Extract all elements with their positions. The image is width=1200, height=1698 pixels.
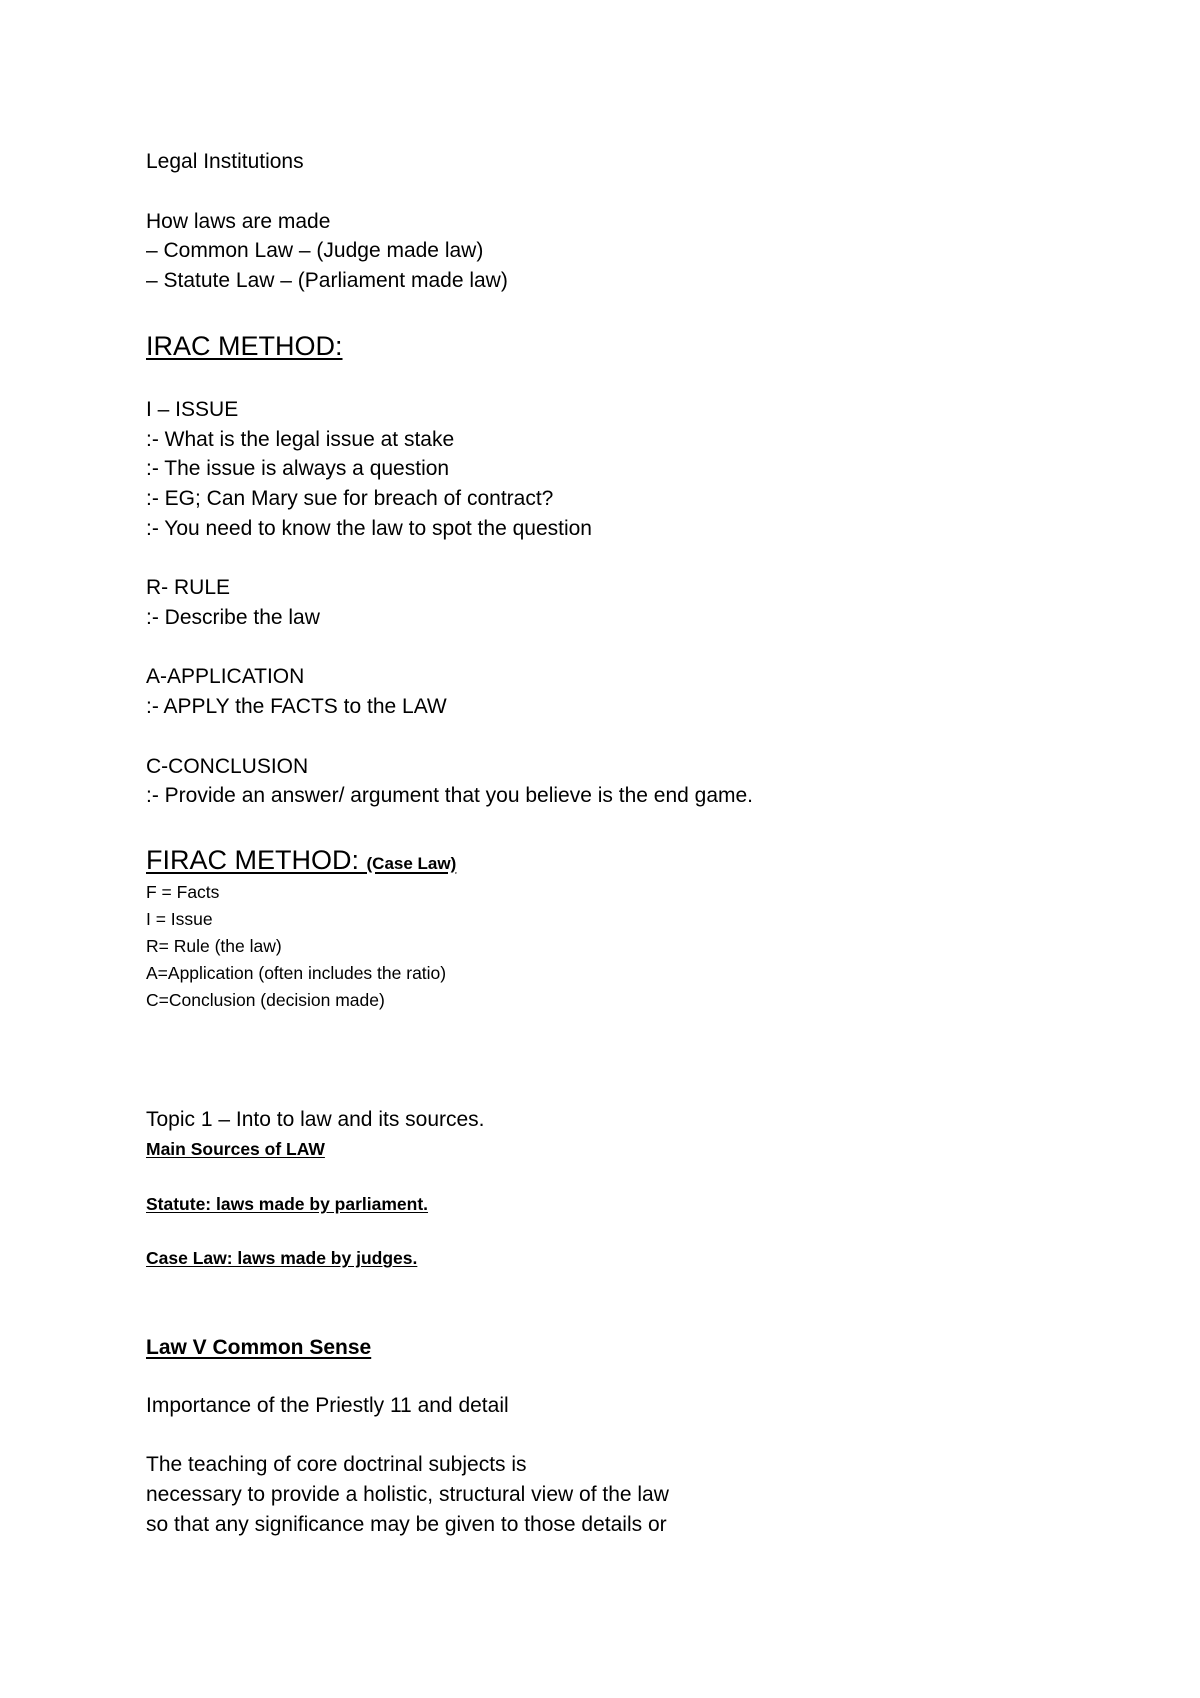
irac-issue-label: I – ISSUE	[146, 398, 239, 421]
main-sources-heading: Main Sources of LAW	[146, 1139, 325, 1159]
case-law-definition: Case Law: laws made by judges.	[146, 1248, 418, 1268]
irac-application-label: A-APPLICATION	[146, 665, 305, 688]
irac-issue-point: :- EG; Can Mary sue for breach of contract?	[146, 487, 554, 510]
how-laws-line: – Statute Law – (Parliament made law)	[146, 269, 508, 292]
law-v-sense-heading: Law V Common Sense	[146, 1336, 372, 1359]
irac-application-point: :- APPLY the FACTS to the LAW	[146, 695, 447, 718]
irac-issue-point: :- What is the legal issue at stake	[146, 428, 455, 451]
document-title: Legal Institutions	[146, 150, 304, 173]
irac-conclusion-label: C-CONCLUSION	[146, 755, 309, 778]
irac-heading: IRAC METHOD:	[146, 331, 343, 361]
firac-heading-main: FIRAC METHOD:	[146, 845, 367, 875]
firac-heading	[146, 847, 456, 874]
irac-conclusion-point: :- Provide an answer/ argument that you believe is the end game.	[146, 784, 754, 807]
paragraph-line: The teaching of core doctrinal subjects is	[146, 1453, 527, 1476]
firac-item: A=Application (often includes the ratio)	[146, 963, 447, 983]
irac-rule-point: :- Describe the law	[146, 606, 320, 629]
irac-rule-label: R- RULE	[146, 576, 231, 599]
firac-item: I = Issue	[146, 909, 213, 929]
paragraph-line: necessary to provide a holistic, structural view of the law	[146, 1483, 669, 1506]
firac-item: C=Conclusion (decision made)	[146, 990, 385, 1010]
firac-item: R= Rule (the law)	[146, 936, 282, 956]
irac-issue-point: :- You need to know the law to spot the question	[146, 517, 592, 540]
topic1-heading: Topic 1 – Into to law and its sources.	[146, 1108, 485, 1131]
how-laws-heading: How laws are made	[146, 210, 331, 233]
irac-issue-point: :- The issue is always a question	[146, 457, 450, 480]
firac-heading-suffix: (Case Law)	[366, 854, 457, 873]
paragraph-line: so that any significance may be given to those details or	[146, 1513, 667, 1536]
firac-item: F = Facts	[146, 882, 220, 902]
how-laws-line: – Common Law – (Judge made law)	[146, 239, 484, 262]
statute-definition: Statute: laws made by parliament.	[146, 1194, 429, 1214]
priestly-line: Importance of the Priestly 11 and detail	[146, 1394, 509, 1417]
